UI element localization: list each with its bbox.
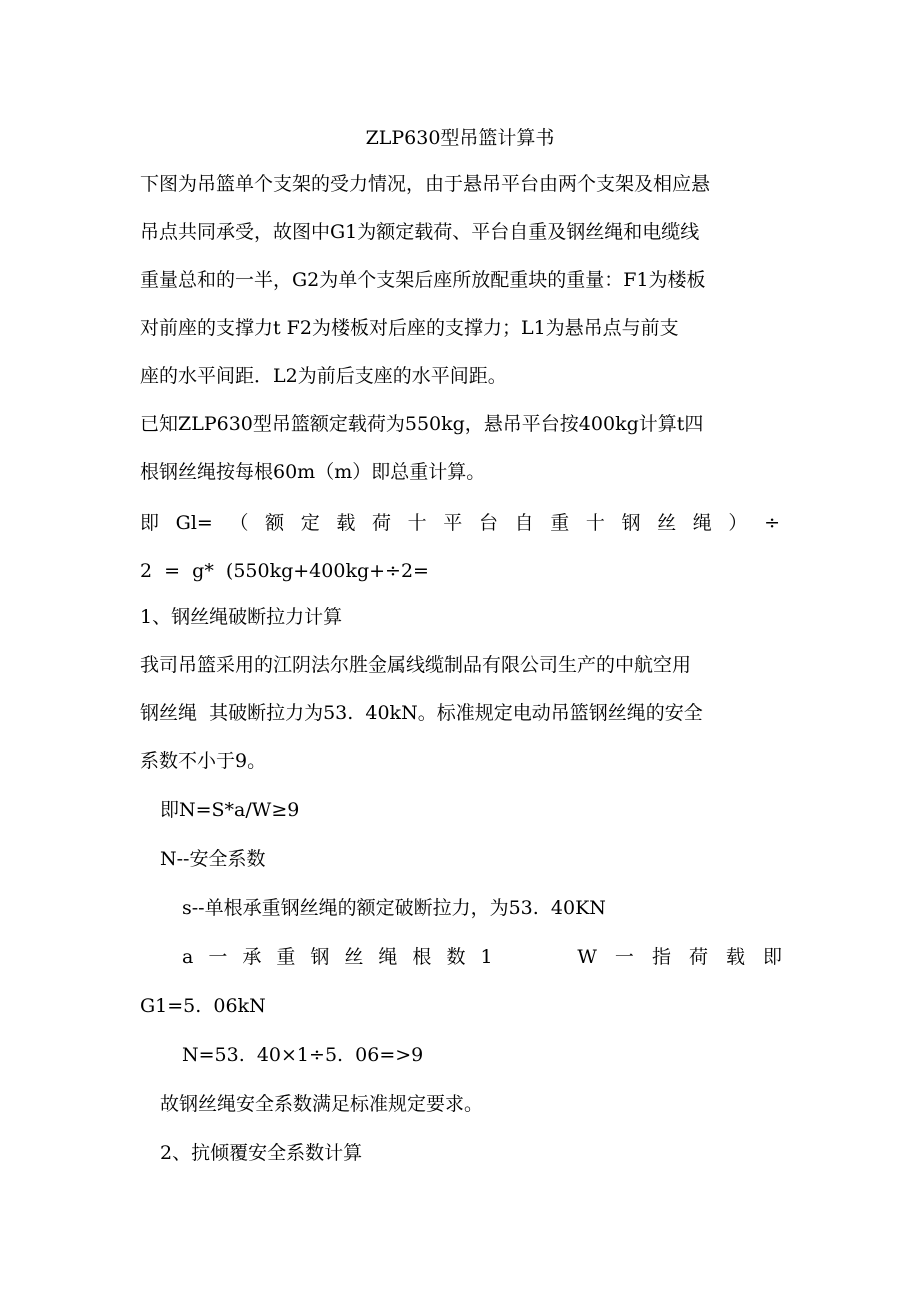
formula-token: （	[229, 512, 249, 534]
formula-token: 自	[514, 512, 534, 534]
def-token: 一	[208, 946, 228, 968]
formula-token: 荷	[372, 512, 392, 534]
paragraph-line: 根钢丝绳按每根60m（m）即总重计算。	[140, 461, 486, 483]
document-title: ZLP630型吊篮计算书	[365, 127, 555, 149]
formula-token: 丝	[657, 512, 677, 534]
def-token: 指	[651, 946, 671, 968]
paragraph-line: 我司吊篮采用的江阴法尔胜金属线缆制品有限公司生产的中航空用	[140, 654, 692, 676]
def-token: 根	[412, 946, 432, 968]
formula-line-2: 2 = g* (550kg+400kg+÷2=	[140, 560, 429, 582]
section-heading: 1、钢丝绳破断拉力计算	[140, 606, 343, 628]
definition-w	[577, 944, 782, 970]
def-token: 载	[725, 946, 745, 968]
paragraph-line: 钢丝绳 其破断拉力为53. 40kN。标准规定电动吊篮钢丝绳的安全	[140, 702, 703, 724]
definition-a	[182, 944, 493, 970]
def-token: 钢	[310, 946, 330, 968]
calculation: N=53. 40×1÷5. 06=>9	[182, 1044, 424, 1066]
g1-value: G1=5. 06kN	[140, 995, 266, 1017]
formula-token: 绳	[692, 512, 712, 534]
paragraph-line: 已知ZLP630型吊篮额定载荷为550kg，悬吊平台按400kg计算t四	[140, 413, 704, 435]
def-token: 一	[614, 946, 634, 968]
paragraph-line: 对前座的支撑力t F2为楼板对后座的支撑力；L1为悬吊点与前支	[140, 317, 679, 339]
def-token: 承	[242, 946, 262, 968]
formula-token: 平	[443, 512, 463, 534]
formula-token: 载	[336, 512, 356, 534]
def-token: 丝	[344, 946, 364, 968]
formula-token: 定	[300, 512, 320, 534]
formula-token: 十	[407, 512, 427, 534]
def-token: 即	[762, 946, 782, 968]
formula-token: 台	[478, 512, 498, 534]
paragraph-line: 座的水平间距．L2为前后支座的水平间距。	[140, 365, 507, 387]
def-token: 绳	[378, 946, 398, 968]
formula-token: 重	[550, 512, 570, 534]
def-token: 1	[480, 946, 493, 968]
paragraph-line: 吊点共同承受，故图中G1为额定载荷、平台自重及钢丝绳和电缆线	[140, 221, 700, 243]
def-token: 数	[446, 946, 466, 968]
conclusion: 故钢丝绳安全系数满足标准规定要求。	[160, 1093, 484, 1115]
formula-token: 十	[585, 512, 605, 534]
def-token: 重	[276, 946, 296, 968]
formula-token: 钢	[621, 512, 641, 534]
equation: 即N=S*a/W≥9	[160, 799, 300, 821]
formula-token: ）	[728, 512, 748, 534]
formula-line	[140, 510, 780, 536]
def-token: 荷	[688, 946, 708, 968]
paragraph-line: 下图为吊篮单个支架的受力情况，由于悬吊平台由两个支架及相应悬	[140, 173, 711, 195]
formula-token: ÷	[764, 512, 780, 534]
paragraph-line: 重量总和的一半，G2为单个支架后座所放配重块的重量：F1为楼板	[140, 269, 706, 291]
definition-s: s--单根承重钢丝绳的额定破断拉力，为53. 40KN	[182, 897, 606, 919]
definition-n: N--安全系数	[160, 848, 266, 870]
section-heading: 2、抗倾覆安全系数计算	[160, 1142, 363, 1164]
def-token: W	[577, 946, 597, 968]
formula-token: 即	[140, 512, 160, 534]
paragraph-line: 系数不小于9。	[140, 750, 267, 772]
formula-token: Gl=	[175, 512, 213, 534]
formula-token: 额	[265, 512, 285, 534]
definition-a-w	[182, 944, 782, 970]
def-token: a	[182, 946, 194, 968]
